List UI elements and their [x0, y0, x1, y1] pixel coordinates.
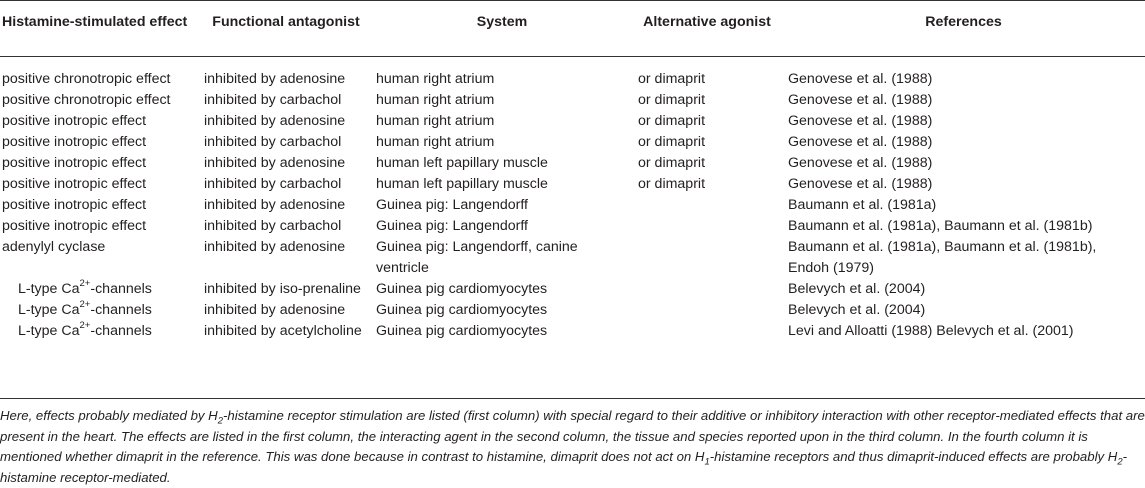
cell-antagonist: inhibited by adenosine [204, 239, 346, 255]
cell-effect: positive inotropic effect [2, 113, 147, 129]
cell-effect [0, 321, 200, 350]
cell-agonist: or dimaprit [638, 176, 706, 192]
cell-system: human right atrium [376, 92, 495, 108]
effect-text-suffix: -channels [90, 323, 152, 339]
cell-agonist: or dimaprit [638, 113, 706, 129]
table-row [0, 237, 1145, 279]
effect-text: L-type Ca [18, 302, 80, 318]
cell-references: Genovese et al. (1988) [788, 113, 933, 129]
table-body [0, 57, 1145, 351]
cell-system: Guinea pig cardiomyocytes [376, 323, 548, 339]
cell-references: Genovese et al. (1988) [788, 92, 933, 108]
table-row [0, 174, 1145, 195]
effect-superscript: 2+ [79, 320, 91, 332]
header-antagonist: Functional antagonist [200, 1, 372, 57]
cell-antagonist: inhibited by carbachol [204, 176, 342, 192]
table-row [0, 195, 1145, 216]
cell-antagonist: inhibited by adenosine [204, 197, 346, 213]
header-agonist: Alternative agonist [632, 1, 782, 57]
table-row [0, 132, 1145, 153]
table-footnote [0, 398, 1145, 488]
table-row [0, 90, 1145, 111]
cell-effect: adenylyl cyclase [2, 239, 106, 255]
cell-system: human left papillary muscle [376, 176, 548, 192]
cell-antagonist: inhibited by adenosine [204, 113, 346, 129]
effect-superscript: 2+ [79, 299, 91, 311]
cell-references: Baumann et al. (1981a) [788, 197, 937, 213]
cell-antagonist: inhibited by adenosine [204, 71, 346, 87]
effect-text: L-type Ca [18, 323, 80, 339]
cell-references: Levi and Alloatti (1988) Belevych et al. (2001) [788, 323, 1074, 339]
cell-agonist: or dimaprit [638, 92, 706, 108]
cell-references: Genovese et al. (1988) [788, 71, 933, 87]
cell-effect: positive inotropic effect [2, 218, 147, 234]
footnote-text: Here, effects probably mediated by H [0, 408, 218, 423]
cell-references: Belevych et al. (2004) [788, 281, 926, 297]
table-row [0, 300, 1145, 321]
cell-agonist: or dimaprit [638, 134, 706, 150]
cell-system: human right atrium [376, 134, 495, 150]
cell-agonist [632, 216, 782, 237]
cell-agonist [632, 237, 782, 279]
footnote-text: -histamine receptor-mediated. [0, 449, 1128, 485]
header-effect: Histamine-stimulated effect [0, 1, 200, 57]
cell-system: Guinea pig: Langendorff [376, 197, 528, 213]
cell-references: Genovese et al. (1988) [788, 155, 933, 171]
cell-effect: positive inotropic effect [2, 176, 147, 192]
footnote-subscript: 1 [704, 456, 710, 468]
cell-antagonist: inhibited by adenosine [204, 302, 346, 318]
cell-system: Guinea pig: Langendorff, canine ventricle [376, 239, 578, 276]
cell-agonist [632, 195, 782, 216]
footnote-text: -histamine receptor stimulation are listed (first column) with special regard to their additive or inhibitory interaction with other receptor-mediated effects that are present in the heart. The effects are listed in the first column, the interacting agent in the second column, the tissue and species reported upon in the third column. In the fourth column it is mentioned whether dimaprit in the reference. This was done because in contrast to histamine, dimaprit does not act on H [0, 408, 1145, 464]
table-row [0, 111, 1145, 132]
cell-agonist [632, 279, 782, 300]
footnote-subscript: 2 [1117, 456, 1123, 468]
cell-system: human right atrium [376, 113, 495, 129]
header-system: System [372, 1, 632, 57]
cell-antagonist: inhibited by iso-prenaline [204, 281, 361, 297]
cell-references: Genovese et al. (1988) [788, 134, 933, 150]
cell-effect: positive inotropic effect [2, 134, 147, 150]
footnote-subscript: 2 [217, 415, 224, 427]
cell-system: human right atrium [376, 71, 495, 87]
cell-agonist [632, 300, 782, 321]
cell-references: Genovese et al. (1988) [788, 176, 933, 192]
cell-references: Belevych et al. (2004) [788, 302, 926, 318]
cell-references: Baumann et al. (1981a), Baumann et al. (1981b), Endoh (1979) [788, 239, 1097, 276]
cell-effect [0, 279, 200, 300]
cell-system: human left papillary muscle [376, 155, 548, 171]
table-row [0, 321, 1145, 350]
cell-antagonist: inhibited by carbachol [204, 134, 342, 150]
cell-antagonist: inhibited by acetylcholine [204, 323, 362, 339]
cell-references: Baumann et al. (1981a), Baumann et al. (1981b) [788, 218, 1093, 234]
cell-agonist: or dimaprit [638, 71, 706, 87]
cell-effect: positive chronotropic effect [2, 71, 171, 87]
cell-system: Guinea pig: Langendorff [376, 218, 528, 234]
effect-text-suffix: -channels [90, 281, 152, 297]
header-references: References [782, 1, 1145, 57]
cell-antagonist: inhibited by adenosine [204, 155, 346, 171]
cell-system: Guinea pig cardiomyocytes [376, 281, 548, 297]
effect-superscript: 2+ [79, 278, 91, 290]
cell-antagonist: inhibited by carbachol [204, 92, 342, 108]
cell-effect: positive inotropic effect [2, 155, 147, 171]
effect-text-suffix: -channels [90, 302, 152, 318]
cell-effect: positive chronotropic effect [2, 92, 171, 108]
table-row [0, 216, 1145, 237]
cell-system: Guinea pig cardiomyocytes [376, 302, 548, 318]
footnote-text: -histamine receptors and thus dimaprit-induced effects are probably H [709, 449, 1118, 464]
table-row [0, 279, 1145, 300]
cell-agonist: or dimaprit [638, 155, 706, 171]
cell-antagonist: inhibited by carbachol [204, 218, 342, 234]
table-row [0, 153, 1145, 174]
table-row [0, 57, 1145, 91]
cell-effect [0, 300, 200, 321]
table-header [0, 1, 1145, 57]
cell-agonist [632, 321, 782, 350]
cell-effect: positive inotropic effect [2, 197, 147, 213]
effect-text: L-type Ca [18, 281, 80, 297]
